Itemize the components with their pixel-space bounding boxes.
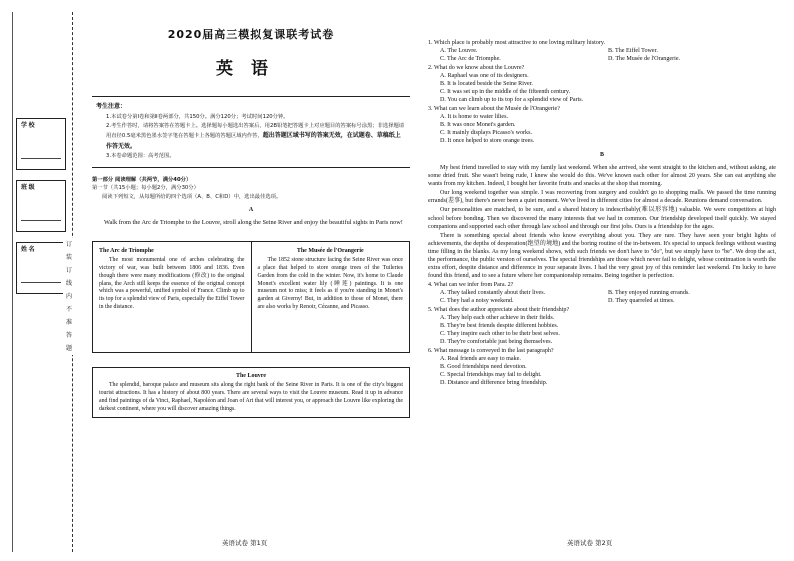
option: A. They talked constantly about their lives. xyxy=(440,289,546,296)
question-1: 1. Which place is probably most attractive to one loving military history. xyxy=(428,40,606,46)
orangerie-text: The 1852 stone structure facing the Seine River was once a place that helped to store orange trees of the Tuileries Garden from the cold in the winter. Now, it's home to Claude Monet's excellent water lily (睡莲) paintings. It is one museum not to miss; it feels as if you're standing in Monet's garden at Giverny! But, in addition to those of Monet, there are also works by Renoir, Cézanne, and Picasso. xyxy=(257,257,403,311)
notice-box xyxy=(92,96,410,167)
seal-char: 订 xyxy=(65,267,72,274)
name-field[interactable] xyxy=(21,263,61,283)
option: D. You can climb up to its top for a splendid view of Paris. xyxy=(440,97,584,104)
arc-title: The Arc de Triomphe xyxy=(99,248,154,255)
notice-item: 1.本试卷分第Ⅰ卷和第Ⅱ卷两部分，共150分。满分120分；考试时间120分钟。 xyxy=(106,113,289,120)
passage-letter-a: A xyxy=(248,207,254,214)
option: C. The Arc de Triomphe. xyxy=(440,56,501,63)
paragraph: There is something special about friends who know everything about you. They are rare. They have seen your bright lights of achievements, the depths of desperation(绝望的境地) and the boring routine of the in-between. It's special to unpack feelings without wasting time filling in the blanks. As my long weekend shows, with such friends we don't have to "do", but we simply have to "be". We drop the act, the performance, the public version of ourselves. The special friendships are those which never fail to delight, whose continuation is worth the extra effort, despite distance and difference in your separate lives. I had the very great joy of this reminder last weekend. I'm lucky to have found this friend, and to see a future where her companionship remains. Being together is perfection. xyxy=(428,232,776,279)
passage-letter-b: B xyxy=(599,152,604,159)
passage-intro: Walk from the Arc de Triomphe to the Louvre, stroll along the Seine River and enjoy the beautiful sights in Paris now! xyxy=(104,218,403,226)
page-two-footer: 英语试卷 第2页 xyxy=(567,539,613,547)
exam-title: 2020届高三模拟复课联考试卷 xyxy=(167,28,335,41)
option: C. Special friendships may fail to delight. xyxy=(440,372,542,379)
arc-text: The most monumental one of arches celebrating the victory of war, was built between 1806 and 1836. Even though there were many modifications (修改) to the original plans, the Arch still keeps the essence of the original concept which was a powerful, unified symbol of France. Climb up to its top for a splendid view of Paris, especially the Eiffel Tower in the distance. xyxy=(99,257,245,311)
page-one xyxy=(92,28,410,418)
option: D. They quarreled at times. xyxy=(608,297,675,304)
seal-char: 装 xyxy=(65,254,72,261)
seal-char: 准 xyxy=(65,319,72,326)
question-3: 3. What can we learn about the Musée de l'Orangerie? xyxy=(428,106,560,113)
option: D. The Musée de l'Orangerie. xyxy=(608,56,681,63)
notice-item xyxy=(106,122,406,152)
question-6: 6. What message is conveyed in the last paragraph? xyxy=(428,348,554,354)
notice-bold: 超出答题区域书写的答案无效，在试题卷、草稿纸上作答无效。 xyxy=(106,132,401,150)
paragraph: Our long weekend together was simple. I was recovering from surgery and couldn't go to shopping malls. We passed the time running errands(差事), but there's never been a quiet moment. We've lived in different cities for almost a decade. Reunions demand conversation. xyxy=(428,190,776,205)
seal-char: 订 xyxy=(65,241,72,248)
seal-char: 不 xyxy=(65,306,72,313)
orangerie-title: The Musée de l'Orangerie xyxy=(296,248,364,255)
option: B. Good friendships need devotion. xyxy=(440,364,527,371)
option: C. It mainly displays Picasso's works. xyxy=(440,130,532,137)
paragraph: Our personalities are matched, to be sure, and a shared history is indescribably(难以形容地) valuable. We were competitors at high school before bonding. Then we discovered the many interests that we had in common. Our friendship developed itself quickly. We stayed companions and supported each other through law school and through our first jobs. Ours is a friendship for the ages. xyxy=(428,207,776,230)
seal-char: 线 xyxy=(65,280,72,287)
option: D. They're comfortable just being themselves. xyxy=(440,338,553,345)
seal-char: 题 xyxy=(65,345,72,352)
paragraph: My best friend travelled to stay with my family last weekend. When she arrived, she went straight to the kitchen and, without asking, ate some dried fruit. She wasn't being rude, I knew she would do this. We've known each other for almost 20 years. She can eat anything she wants from my kitchen. Indeed, I bought her favorite fruits and snacks at the shop that morning. xyxy=(428,165,776,188)
notice-item-text: 2.考生作答时，请将答案答在答题卡上。选择题每小题选出答案后，用2B铅笔把答题卡上对应题目的答案标号涂黑；非选择题请用直径0.5毫米黑色墨水签字笔在答题卡上各题的答题区域内作答， xyxy=(106,123,405,140)
option: C. They had a noisy weekend. xyxy=(440,297,514,304)
question-2: 2. What do we know about the Louvre? xyxy=(428,65,525,72)
option: B. They're best friends despite different hobbies. xyxy=(440,322,559,329)
orangerie-cell xyxy=(251,242,410,352)
subject-title: 英语 xyxy=(216,59,286,80)
option: B. It is located beside the Seine River. xyxy=(440,81,533,88)
option: C. It was set up in the middle of the fifteenth century. xyxy=(440,89,571,96)
page-two xyxy=(428,38,776,387)
option: B. They enjoyed running errands. xyxy=(608,289,690,296)
class-label: 班 级 xyxy=(21,185,35,191)
option: A. The Louvre. xyxy=(440,48,478,55)
option: B. The Eiffel Tower. xyxy=(608,48,658,55)
school-field[interactable] xyxy=(21,139,61,159)
binding-strip xyxy=(0,0,80,561)
attractions-grid xyxy=(92,241,410,353)
name-box xyxy=(16,242,66,294)
option: B. It was once Monet's garden. xyxy=(440,122,516,129)
notice-item: 3.本卷命题范围：高考范围。 xyxy=(106,153,175,160)
question-5: 5. What does the author appreciate about their friendship? xyxy=(428,306,570,313)
school-label: 学 校 xyxy=(21,123,35,129)
question-1-options xyxy=(440,47,776,63)
name-label: 姓 名 xyxy=(21,247,35,253)
class-box xyxy=(16,180,66,232)
section-instructions: 阅读下列短文，从每题所给的四个选项（A、B、C和D）中，选出最佳选项。 xyxy=(102,193,282,200)
option: D. Distance and difference bring friendship. xyxy=(440,380,548,387)
seal-char: 内 xyxy=(65,293,72,300)
option: A. They help each other achieve in their fields. xyxy=(440,314,555,321)
arc-cell xyxy=(93,242,251,352)
question-4: 4. What can we infer from Para. 2? xyxy=(428,281,514,288)
question-4-options xyxy=(440,289,776,305)
option: A. Real friends are easy to make. xyxy=(440,356,521,363)
louvre-box xyxy=(92,367,410,418)
passage-b xyxy=(428,164,776,279)
part-one-header xyxy=(92,176,410,201)
seal-char: 答 xyxy=(65,332,72,339)
school-box xyxy=(16,118,66,170)
notice-title: 考生注意： xyxy=(96,103,127,111)
part-title: 第一部分 阅读理解（共两节，满分40分） xyxy=(92,176,192,183)
option: D. It once helped to store orange trees. xyxy=(440,138,535,145)
option: A. Raphael was one of its designers. xyxy=(440,73,529,80)
louvre-text: The splendid, baroque palace and museum sits along the right bank of the Seine River in Paris. It is one of the city's biggest tourist attractions. It has a history of about 800 years. There are several ways to visit the Louvre museum. Read it up in advance and find paintings of da Vinci, Raphael, Napoléon and Joan of Art that will interest you, or approach the Louvre like exploring the darkest continent, where you will discover amazing things. xyxy=(99,382,403,412)
option: A. It is home to water lilies. xyxy=(440,114,509,121)
seal-warning xyxy=(63,238,75,355)
binding-border-line xyxy=(12,12,13,552)
page-one-footer: 英语试卷 第1页 xyxy=(222,539,268,547)
option: C. They inspire each other to be their best selves. xyxy=(440,330,560,337)
class-field[interactable] xyxy=(21,201,61,221)
section-title: 第一节（共15小题；每小题2分，满分30分） xyxy=(92,185,199,192)
louvre-title: The Louvre xyxy=(235,373,267,380)
